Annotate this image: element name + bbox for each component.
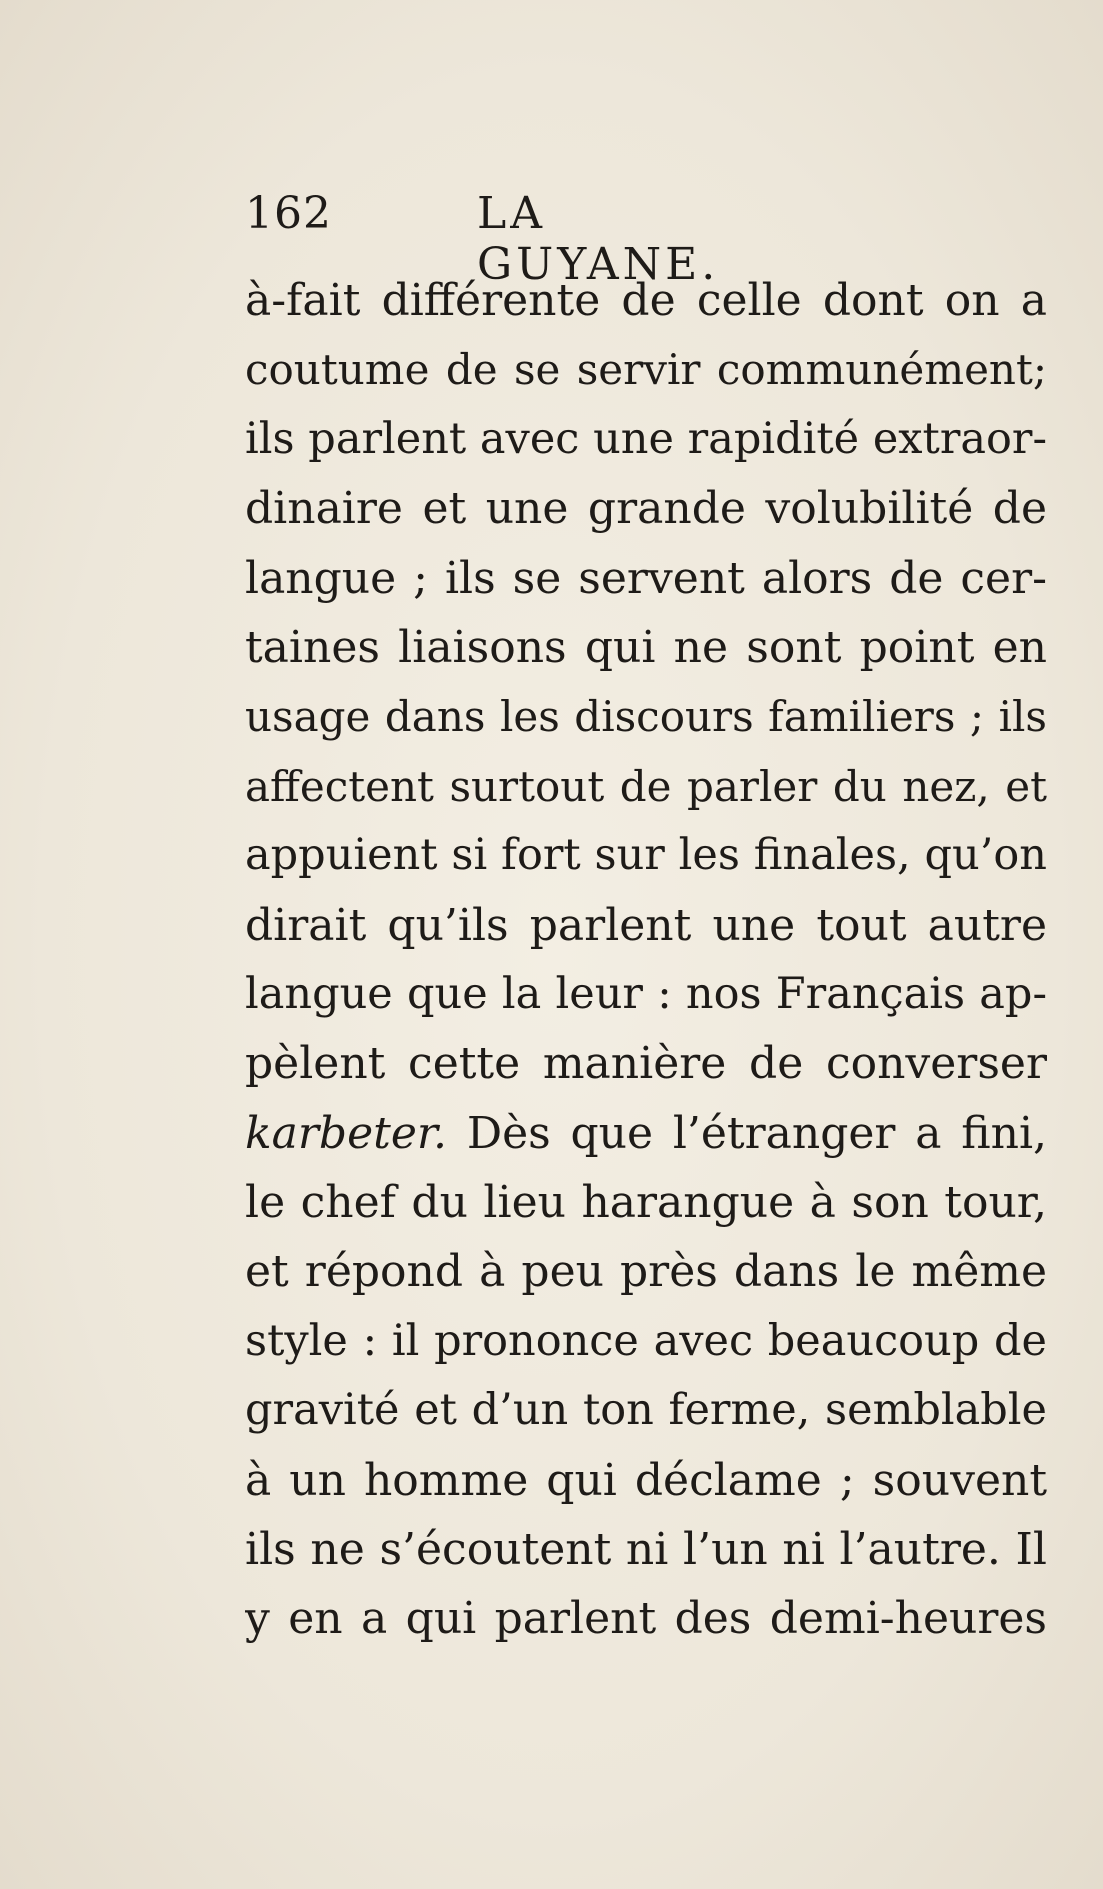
text-line: y en a qui parlent des demi-heures [245,1593,1047,1645]
page-header [245,188,805,290]
running-title: LA GUYANE. [477,188,720,290]
text-line: taines liaisons qui ne sont point en [245,621,1047,673]
text-line: le chef du lieu harangue à son tour, [245,1177,1047,1229]
text-line: usage dans les discours familiers ; ils [245,692,1047,742]
text-line-with-italic [245,1099,1047,1168]
text-line: appuient si fort sur les finales, qu’on [245,830,1047,881]
text-line: à-fait différente de celle dont on a [245,275,1047,326]
italic-term: karbeter. [245,1107,448,1159]
page-number: 162 [245,188,332,239]
text-line: à un homme qui déclame ; souvent [245,1454,1047,1506]
text-line: dirait qu’ils parlent une tout autre [245,899,1047,951]
text-line: langue que la leur : nos Français ap- [245,968,1047,1019]
body-text [245,266,1047,1654]
text-line: ils ne s’écoutent ni l’un ni l’autre. Il [245,1524,1047,1576]
text-line: et répond à peu près dans le même [245,1246,1047,1298]
text-line: style : il prononce avec beaucoup de [245,1315,1047,1366]
text-line: langue ; ils se servent alors de cer- [245,552,1047,604]
text-line: coutume de se servir communément; [245,345,1047,395]
text-line: dinaire et une grande volubilité de [245,483,1047,535]
text-line: pèlent cette manière de converser [245,1038,1047,1090]
text-line: affectent surtout de parler du nez, et [245,761,1047,811]
text-segment: Dès que l’étranger a fini, [447,1107,1047,1159]
text-line: gravité et d’un ton ferme, semblable [245,1385,1047,1436]
text-line: ils parlent avec une rapidité extraor- [245,413,1047,464]
